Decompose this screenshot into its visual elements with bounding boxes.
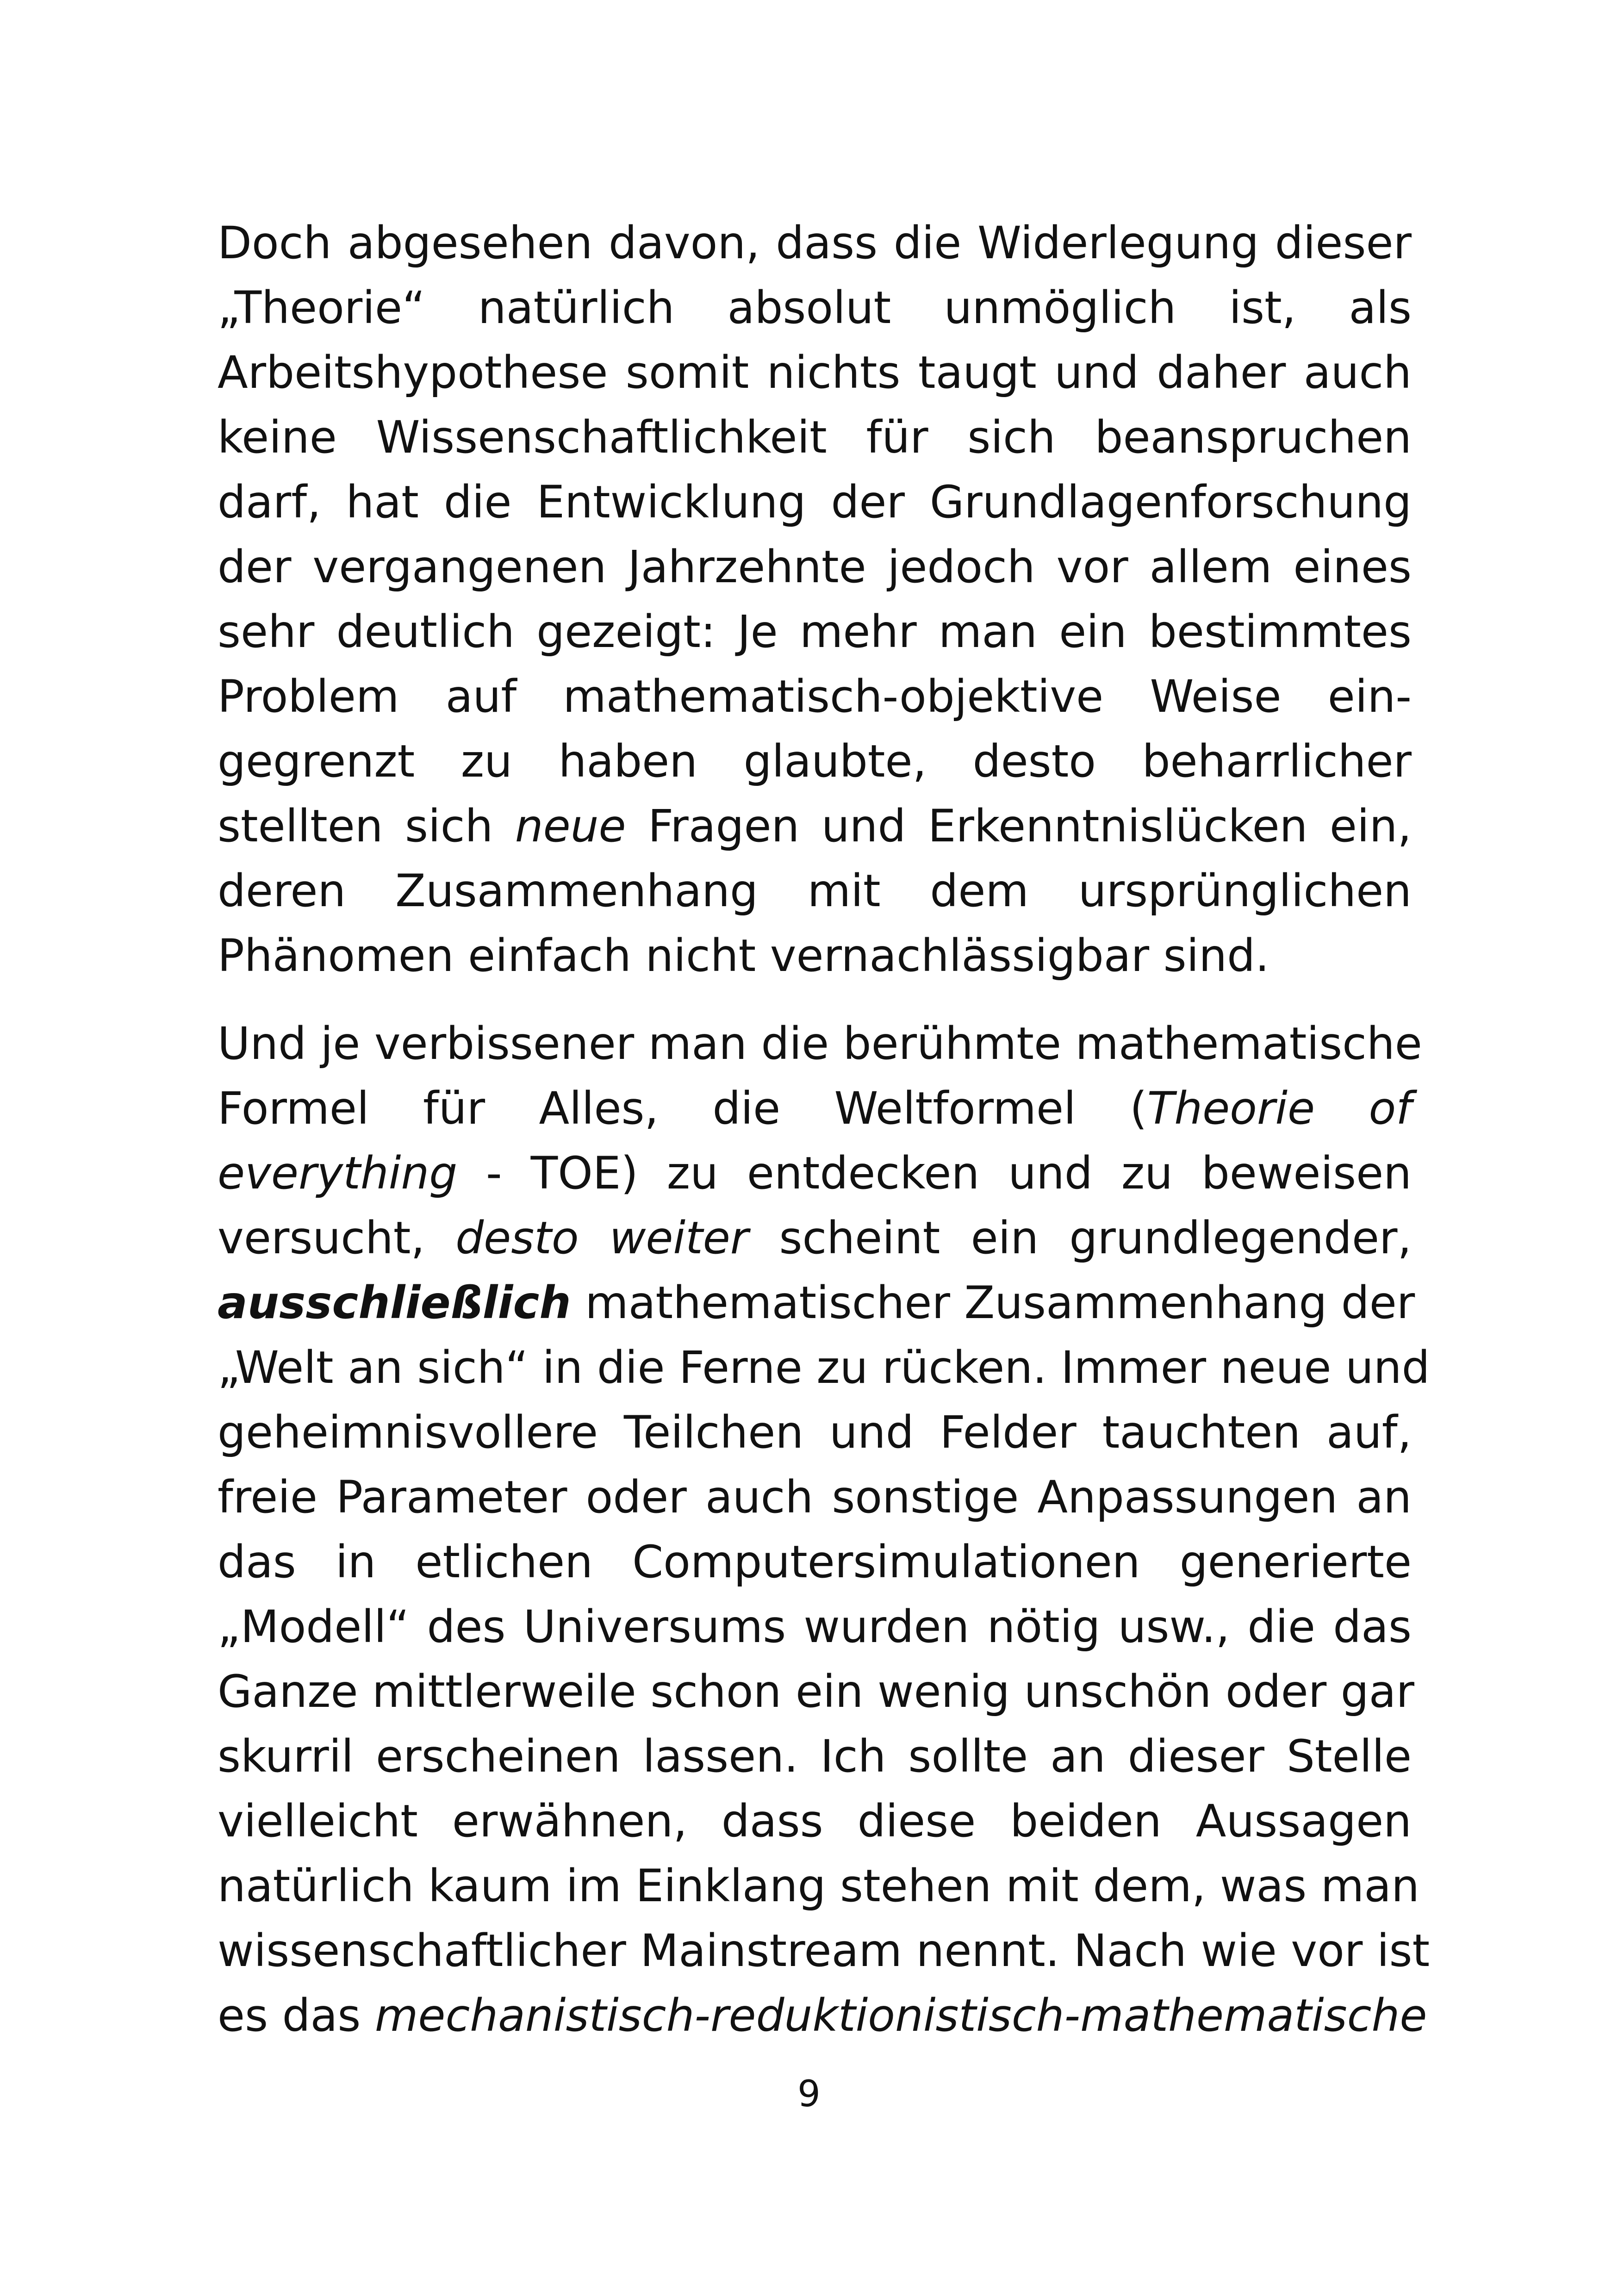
text-run: natürlich kaum im Einklang stehen mit dem, was man xyxy=(218,1860,1419,1912)
text-line xyxy=(218,470,1412,535)
text-run: Und je verbissener man die berühmte mathematische xyxy=(218,1018,1422,1070)
text-run: Problem auf mathematisch-objektive Weise ein- xyxy=(218,671,1412,722)
text-run: Formel für Alles, die Weltformel ( xyxy=(218,1083,1147,1134)
text-run: Fragen und Erkenntnislücken ein, xyxy=(626,800,1412,852)
text-line xyxy=(218,1011,1422,1076)
text-line xyxy=(218,1076,1412,1141)
text-line xyxy=(218,1335,1430,1400)
text-run: mathematischer Zusammenhang der xyxy=(571,1277,1415,1329)
text-run: freie Parameter oder auch sonstige Anpassungen an xyxy=(218,1471,1412,1523)
text-line xyxy=(218,794,1412,859)
paragraph-1 xyxy=(218,211,1412,988)
text-run: deren Zusammenhang mit dem ursprünglichen xyxy=(218,865,1412,917)
body-text xyxy=(218,211,1430,2048)
text-line xyxy=(218,275,1412,340)
text-line xyxy=(218,599,1412,664)
text-run: stellten sich xyxy=(218,800,515,852)
text-line xyxy=(218,1724,1412,1789)
emphasized-text: ausschließlich xyxy=(218,1277,571,1329)
text-run: scheint ein grundlegender, xyxy=(748,1212,1412,1264)
text-run: das in etlichen Computersimulationen generierte xyxy=(218,1536,1412,1588)
text-run: der vergangenen Jahrzehnte jedoch vor allem eines xyxy=(218,541,1412,593)
text-run: gegrenzt zu haben glaubte, desto beharrlicher xyxy=(218,735,1412,787)
text-line xyxy=(218,405,1412,470)
text-line xyxy=(218,729,1412,794)
text-line xyxy=(218,1270,1415,1335)
emphasized-text: desto weiter xyxy=(455,1212,749,1264)
text-line xyxy=(218,664,1412,729)
text-line xyxy=(218,211,1412,275)
text-run: Phänomen einfach nicht vernachlässigbar sind. xyxy=(218,930,1270,982)
text-line xyxy=(218,1141,1412,1206)
text-line xyxy=(218,1465,1412,1530)
text-line xyxy=(218,1400,1412,1465)
text-line xyxy=(218,1854,1419,1918)
emphasized-text: Theorie of xyxy=(1147,1083,1412,1134)
text-line xyxy=(218,340,1412,405)
text-run: keine Wissenschaftlichkeit für sich beanspruchen xyxy=(218,411,1412,463)
text-run: Doch abgesehen davon, dass die Widerlegung dieser xyxy=(218,217,1412,269)
text-run: „Theorie“ natürlich absolut unmöglich ist, als xyxy=(218,282,1412,334)
text-line xyxy=(218,1789,1412,1854)
emphasized-text: everything xyxy=(218,1147,458,1199)
text-run: Ganze mittlerweile schon ein wenig unschön oder gar xyxy=(218,1666,1414,1717)
text-run: vielleicht erwähnen, dass diese beiden Aussagen xyxy=(218,1795,1412,1847)
text-run: geheimnisvollere Teilchen und Felder tauchten auf, xyxy=(218,1406,1412,1458)
text-run: sehr deutlich gezeigt: Je mehr man ein bestimmtes xyxy=(218,606,1412,658)
emphasized-text: mechanistisch-reduktionistisch-mathematische xyxy=(374,1990,1427,2041)
emphasized-text: neue xyxy=(515,800,626,852)
text-run: Arbeitshypothese somit nichts taugt und daher auch xyxy=(218,347,1412,398)
text-run: „Modell“ des Universums wurden nötig usw., die das xyxy=(218,1601,1412,1653)
paragraph-2 xyxy=(218,1011,1430,2048)
text-line xyxy=(218,1983,1427,2048)
text-line xyxy=(218,1530,1412,1594)
text-line xyxy=(218,535,1412,599)
text-run: - TOE) zu entdecken und zu beweisen xyxy=(457,1147,1412,1199)
text-run: „Welt an sich“ in die Ferne zu rücken. Immer neue und xyxy=(218,1342,1430,1394)
text-line xyxy=(218,1594,1412,1659)
text-line xyxy=(218,1659,1412,1724)
text-run: versucht, xyxy=(218,1212,456,1264)
text-run: skurril erscheinen lassen. Ich sollte an dieser Stelle xyxy=(218,1730,1412,1782)
page-number: 9 xyxy=(797,2073,821,2115)
text-line xyxy=(218,1918,1430,1983)
text-line xyxy=(218,859,1412,923)
text-run: darf, hat die Entwicklung der Grundlagenforschung xyxy=(218,476,1412,528)
text-line xyxy=(218,923,1412,988)
text-run: wissenschaftlicher Mainstream nennt. Nach wie vor ist xyxy=(218,1925,1430,1977)
text-line xyxy=(218,1206,1412,1270)
text-run: es das xyxy=(218,1990,375,2041)
